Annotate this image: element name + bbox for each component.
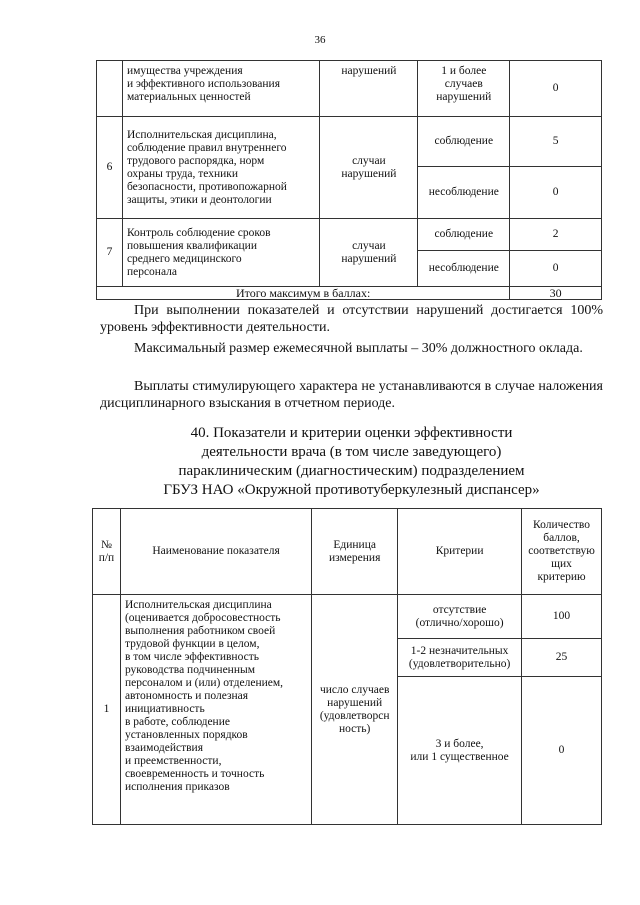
row-number	[97, 61, 123, 117]
criterion: 3 и более, или 1 существенное	[398, 677, 522, 825]
unit-of-measure: случаи нарушений	[320, 219, 418, 287]
paragraph: При выполнении показателей и отсутствии нарушений достигается 100% уровень эффективности деятельности.	[100, 303, 603, 335]
row-number: 7	[97, 219, 123, 287]
total-value: 30	[510, 287, 602, 300]
page-number: 36	[314, 34, 326, 46]
indicator-name: Исполнительская дисциплина (оценивается добросовестность выполнения работником своей трудовой функции в целом, в том числе эффективность руководства подчиненным персоналом и (или) отделением, автономность и полезная инициативность в работе, соблюдение установленных порядков взаимодействия и преемственности, своевременность и точность исполнения приказов	[120, 595, 311, 825]
criterion: несоблюдение	[418, 251, 510, 287]
section-title	[100, 424, 603, 500]
table-row	[93, 595, 602, 639]
score: 0	[522, 677, 602, 825]
criterion: несоблюдение	[418, 167, 510, 219]
header-row	[93, 509, 602, 595]
row-number: 1	[93, 595, 121, 825]
criterion: соблюдение	[418, 219, 510, 251]
score: 100	[522, 595, 602, 639]
indicator-name: Контроль соблюдение сроков повышения квалификации среднего медицинского персонала	[122, 219, 320, 287]
criterion: 1 и более случаев нарушений	[418, 61, 510, 117]
score: 0	[510, 61, 602, 117]
indicator-name: имущества учреждения и эффективного использования материальных ценностей	[122, 61, 320, 117]
score: 5	[510, 117, 602, 167]
criterion: 1-2 незначительных (удовлетворительно)	[398, 639, 522, 677]
header-criteria: Критерии	[398, 509, 522, 595]
criteria-table-continued	[96, 60, 602, 300]
section-title-line: параклиническим (диагностическим) подразделением	[178, 463, 525, 479]
section-title-line: 40. Показатели и критерии оценки эффективности	[190, 425, 513, 441]
header-indicator: Наименование показателя	[120, 509, 311, 595]
header-unit: Единица измерения	[312, 509, 398, 595]
paragraph: Выплаты стимулирующего характера не устанавливаются в случае наложения дисциплинарного взыскания в отчетном периоде.	[100, 379, 603, 411]
indicator-name: Исполнительская дисциплина, соблюдение правил внутреннего трудового распорядка, норм охраны труда, техники безопасности, противопожарной защиты, этики и деонтологии	[122, 117, 320, 219]
criterion: отсутствие (отлично/хорошо)	[398, 595, 522, 639]
unit-of-measure: нарушений	[320, 61, 418, 117]
score: 0	[510, 251, 602, 287]
criterion: соблюдение	[418, 117, 510, 167]
table-row	[97, 61, 602, 117]
criteria-table	[92, 508, 602, 825]
score: 25	[522, 639, 602, 677]
table-row	[97, 219, 602, 251]
table-row	[97, 117, 602, 167]
header-number: № п/п	[93, 509, 121, 595]
header-score: Количество баллов, соответствую щих критерию	[522, 509, 602, 595]
total-label: Итого максимум в баллах:	[97, 287, 510, 300]
unit-of-measure: случаи нарушений	[320, 117, 418, 219]
paragraph: Максимальный размер ежемесячной выплаты – 30% должностного оклада.	[134, 341, 583, 356]
section-title-line: ГБУЗ НАО «Окружной противотуберкулезный диспансер»	[163, 482, 540, 498]
score: 2	[510, 219, 602, 251]
total-row	[97, 287, 602, 300]
score: 0	[510, 167, 602, 219]
row-number: 6	[97, 117, 123, 219]
section-title-line: деятельности врача (в том числе заведующего)	[201, 444, 502, 460]
unit-of-measure: число случаев нарушений (удовлетворсн ность)	[312, 595, 398, 825]
